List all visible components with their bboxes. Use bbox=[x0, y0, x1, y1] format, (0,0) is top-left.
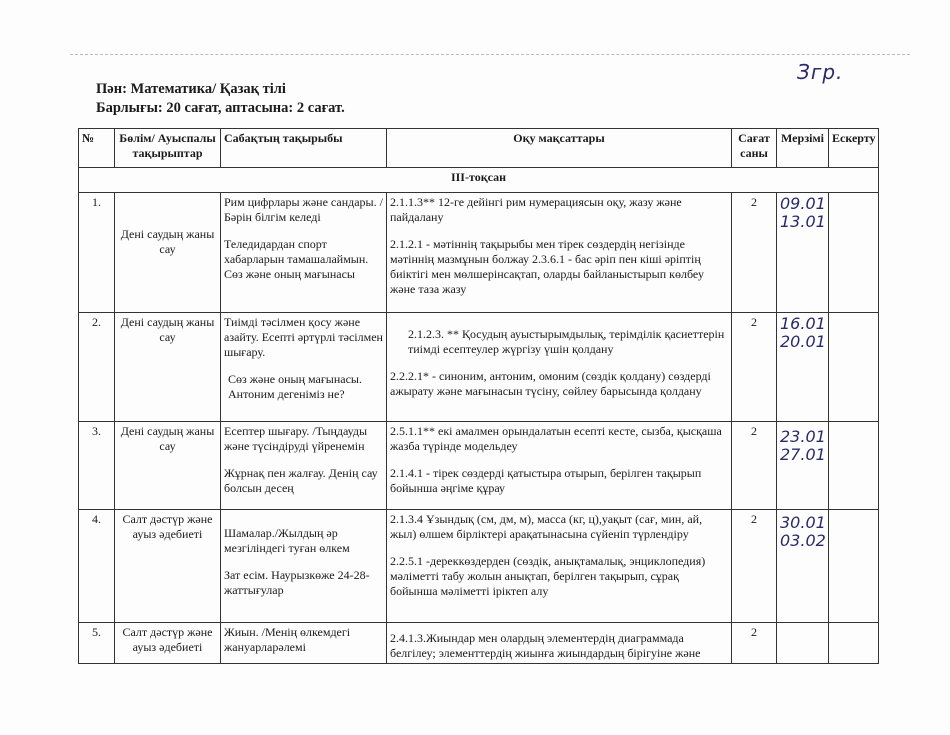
table-row bbox=[79, 510, 879, 623]
lesson-plan-table bbox=[78, 128, 879, 664]
row-objectives bbox=[387, 422, 732, 510]
subject-line: Пән: Математика/ Қазақ тілі bbox=[96, 81, 286, 97]
handwritten-annotation: Згр. bbox=[797, 60, 844, 84]
table-header-row bbox=[79, 129, 879, 168]
row-topics bbox=[221, 510, 387, 623]
date-handwritten: 09.01 bbox=[780, 194, 826, 213]
row-dates bbox=[777, 510, 829, 623]
objective-text: 2.2.5.1 -дереккөздерден (сөздік, анықтамалық, энциклопедия) мәліметті табу жолын анықтап, берілген тақырып, сұрақ бойынша мәліметті іріктеп алу bbox=[390, 554, 706, 598]
topic-text: Теледидардан спорт хабарларын тамашалаймын. Сөз және оның мағынасы bbox=[224, 237, 369, 281]
row-objectives bbox=[387, 193, 732, 313]
topic-text: Зат есім. Наурызкөже 24-28-жаттығулар bbox=[224, 568, 370, 597]
row-hours: 2 bbox=[732, 623, 777, 664]
row-notes bbox=[829, 422, 879, 510]
row-topics bbox=[221, 623, 387, 664]
row-number: 5. bbox=[79, 623, 115, 664]
quarter-label: ІІІ-тоқсан bbox=[79, 168, 879, 193]
row-topics bbox=[221, 313, 387, 422]
row-topics bbox=[221, 422, 387, 510]
date-handwritten: 30.01 bbox=[780, 513, 826, 532]
row-objectives bbox=[387, 510, 732, 623]
objective-text: 2.1.3.4 Ұзындық (см, дм, м), масса (кг, ц),уақыт (сағ, мин, ай, жыл) өлшем бірліктері арақатынасына сүйеніп түрлендіру bbox=[390, 512, 703, 541]
date-handwritten: 23.01 bbox=[780, 427, 826, 446]
topic-text: Есептер шығару. /Тыңдауды және түсіндіруді үйренемін bbox=[224, 424, 368, 453]
row-dates bbox=[777, 193, 829, 313]
objective-text: 2.4.1.3.Жиындар мен олардың элементердің диаграммада белгілеу; элементтердің жиынға жиындардың бірігуіне және bbox=[390, 631, 701, 660]
row-number: 2. bbox=[79, 313, 115, 422]
row-number: 3. bbox=[79, 422, 115, 510]
row-objectives bbox=[387, 623, 732, 664]
objective-text: 2.2.2.1* - синоним, антоним, омоним (сөздік қолдану) сөздерді ажырату және мағынасын түсіну, сөйлеу барысында қолдану bbox=[390, 369, 711, 398]
row-notes bbox=[829, 193, 879, 313]
objective-text: 2.1.1.3** 12-ге дейінгі рим нумерациясын оқу, жазу және пайдалану bbox=[390, 195, 682, 224]
row-notes bbox=[829, 623, 879, 664]
row-number: 1. bbox=[79, 193, 115, 313]
col-header-section: Бөлім/ Ауыспалы тақырыптар bbox=[115, 129, 221, 168]
row-hours: 2 bbox=[732, 313, 777, 422]
row-hours: 2 bbox=[732, 422, 777, 510]
col-header-topic: Сабақтың тақырыбы bbox=[221, 129, 387, 168]
date-handwritten: 13.01 bbox=[780, 212, 826, 231]
document-header bbox=[96, 80, 345, 118]
date-handwritten: 20.01 bbox=[780, 332, 826, 351]
objective-text: 2.1.2.1 - мәтіннің тақырыбы мен тірек сөздердің негізінде мәтіннің мазмұнын болжау 2.3.6.1 - бас әріп пен кіші әріптің биіктігі мен мөлшерінсақтап, оларды байланыстырып көлбеу және таза жазу bbox=[390, 237, 704, 296]
objective-text: 2.5.1.1** екі амалмен орындалатын есепті кесте, сызба, қысқаша жазба түрінде модельдеу bbox=[390, 424, 722, 453]
row-notes bbox=[829, 313, 879, 422]
row-hours: 2 bbox=[732, 510, 777, 623]
topic-text: Жұрнақ пен жалғау. Денің сау болсын десең bbox=[224, 466, 378, 495]
row-section: Салт дәстүр және ауыз әдебиеті bbox=[115, 510, 221, 623]
table-row bbox=[79, 313, 879, 422]
col-header-objectives: Оқу мақсаттары bbox=[387, 129, 732, 168]
col-header-number: № bbox=[79, 129, 115, 168]
col-header-notes: Ескерту bbox=[829, 129, 879, 168]
topic-text: Тиімді тәсілмен қосу және азайту. Есепті әртүрлі тәсілмен шығару. bbox=[224, 315, 383, 359]
row-hours: 2 bbox=[732, 193, 777, 313]
row-objectives bbox=[387, 313, 732, 422]
date-handwritten: 03.02 bbox=[780, 531, 826, 550]
table-row bbox=[79, 623, 879, 664]
topic-text: Шамалар./Жылдың әр мезгіліндегі туған өлкем bbox=[224, 526, 350, 555]
objective-text: 2.1.2.3. ** Қосудың ауыстырымдылық, терімділік қасиеттерін тиімді есептеулер жүргізу үшін қолдану bbox=[408, 327, 725, 356]
col-header-dates: Мерзімі bbox=[777, 129, 829, 168]
row-section: Дені саудың жаны сау bbox=[115, 422, 221, 510]
row-section: Дені саудың жаны сау bbox=[115, 193, 221, 313]
objective-text: 2.1.4.1 - тірек сөздерді қатыстыра отырып, берілген тақырып бойынша әңгіме құрау bbox=[390, 466, 702, 495]
date-handwritten: 27.01 bbox=[780, 445, 826, 464]
topic-text: Рим цифрлары және сандары. /Бәрін білгім келеді bbox=[224, 195, 383, 224]
row-section: Дені саудың жаны сау bbox=[115, 313, 221, 422]
row-dates bbox=[777, 623, 829, 664]
quarter-row bbox=[79, 168, 879, 193]
row-notes bbox=[829, 510, 879, 623]
hours-line: Барлығы: 20 сағат, аптасына: 2 сағат. bbox=[96, 100, 345, 116]
topic-text: Жиын. /Менің өлкемдегі жануарларәлемі bbox=[224, 625, 351, 654]
row-dates bbox=[777, 422, 829, 510]
table-row bbox=[79, 193, 879, 313]
row-section: Салт дәстүр және ауыз әдебиеті bbox=[115, 623, 221, 664]
row-topics bbox=[221, 193, 387, 313]
page-edge-line bbox=[70, 54, 910, 55]
topic-text: Сөз және оның мағынасы. Антоним дегеніміз не? bbox=[228, 372, 362, 401]
date-handwritten: 16.01 bbox=[780, 314, 826, 333]
col-header-hours: Сағат саны bbox=[732, 129, 777, 168]
table-row bbox=[79, 422, 879, 510]
row-dates bbox=[777, 313, 829, 422]
row-number: 4. bbox=[79, 510, 115, 623]
